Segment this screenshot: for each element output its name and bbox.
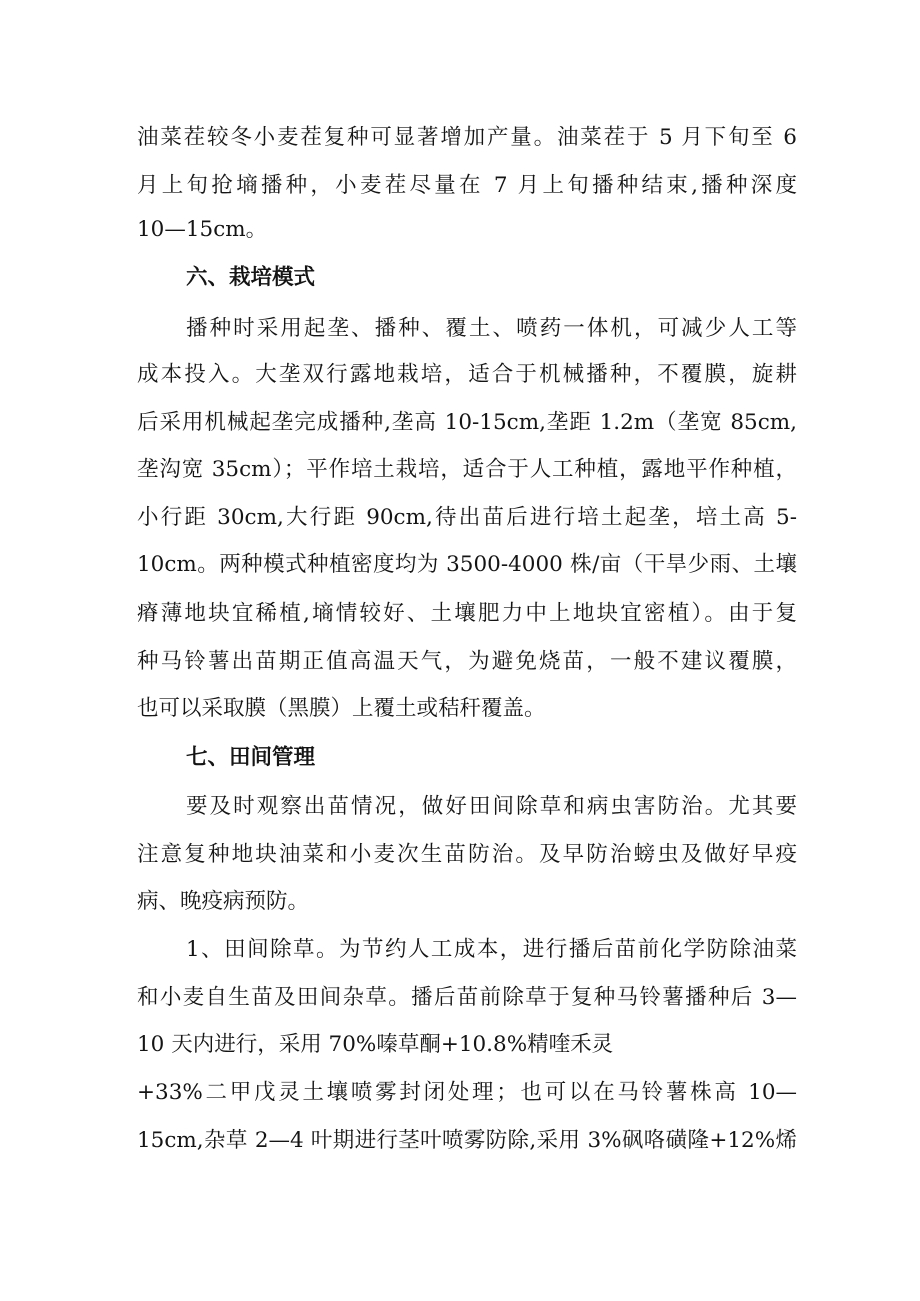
paragraph-line: 病、晚疫病预防。 <box>137 889 310 914</box>
paragraph-line: 注意复种地块油菜和小麦次生苗防治。及早防治螃虫及做好早疫 <box>137 842 797 867</box>
paragraph-line: 瘠薄地块宜稀植,墒情较好、土壤肥力中上地块宜密植）。由于复 <box>137 601 797 626</box>
paragraph-line: 10—15cm。 <box>137 217 268 242</box>
paragraph-line: 播种时采用起垄、播种、覆土、喷药一体机，可减少人工等 <box>186 316 797 341</box>
paragraph-line: 后采用机械起垄完成播种,垄高 10-15cm,垄距 1.2m（垄宽 85cm, <box>137 410 797 435</box>
paragraph-line: 要及时观察出苗情况，做好田间除草和病虫害防治。尤其要 <box>186 794 797 819</box>
paragraph-line: 和小麦自生苗及田间杂草。播后苗前除草于复种马铃薯播种后 3— <box>137 985 797 1010</box>
section-heading-cultivation-mode: 六、栽培模式 <box>186 265 316 290</box>
paragraph-line: 15cm,杂草 2—4 叶期进行茎叶喷雾防除,采用 3%砜咯磺隆+12%烯 <box>137 1128 797 1153</box>
section-heading-field-management: 七、田间管理 <box>186 745 316 770</box>
paragraph-line: 也可以采取膜（黑膜）上覆土或秸秆覆盖。 <box>137 696 546 721</box>
paragraph-line: 小行距 30cm,大行距 90cm,待出苗后进行培土起垄，培土高 5- <box>137 505 797 530</box>
paragraph-line: 种马铃薯出苗期正值高温天气，为避免烧苗，一般不建议覆膜， <box>137 649 797 674</box>
paragraph-line: 成本投入。大垄双行露地栽培，适合于机械播种，不覆膜，旋耕 <box>137 362 797 387</box>
paragraph-line: 1、田间除草。为节约人工成本，进行播后苗前化学防除油菜 <box>186 937 797 962</box>
paragraph-line: +33%二甲戊灵土壤喷雾封闭处理；也可以在马铃薯株高 10— <box>137 1080 797 1105</box>
paragraph-line: 10cm。两种模式种植密度均为 3500-4000 株/亩（干旱少雨、土壤 <box>137 552 797 577</box>
paragraph-line: 垄沟宽 35cm）；平作培土栽培，适合于人工种植，露地平作种植， <box>137 457 797 482</box>
paragraph-line: 月上旬抢墒播种，小麦茬尽量在 7 月上旬播种结束,播种深度 <box>137 173 797 198</box>
paragraph-line: 油菜茬较冬小麦茬复种可显著增加产量。油菜茬于 5 月下旬至 6 <box>137 125 797 150</box>
paragraph-line: 10 天内进行，采用 70%嗪草酮+10.8%精喹禾灵 <box>137 1032 614 1057</box>
